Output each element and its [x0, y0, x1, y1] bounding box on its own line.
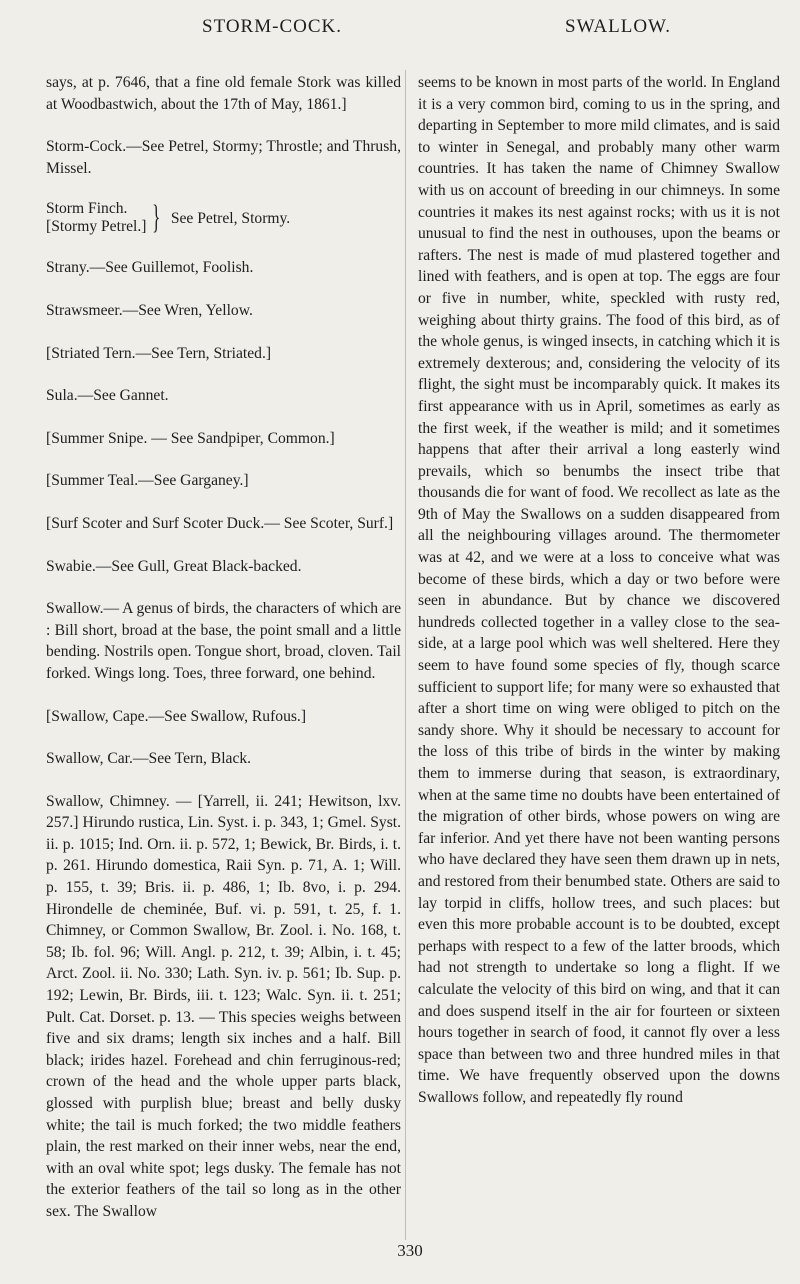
entry-swallow-car: Swallow, Car.—See Tern, Black.: [46, 750, 252, 768]
entry-swallow-chimney: Swallow, Chimney. — [Yarrell, ii. 241; Hewitson, lxv. 257.] Hirundo rustica, Lin. Syst. i. p. 343, 1; Gmel. Syst. ii. p. 1015; Ind. Orn. ii. p. 572, 1; Bewick, Br. Birds, i. t. p. 261. Hirundo domestica, Raii Syn. p. 71, A. 1; Will. p. 155, t. 39; Bris. ii. p. 486, 1; Ib. 8vo, i. p. 294. Hirondelle de cheminée, Buf. vi. p. 591, t. 25, f. 1. Chimney, or Common Swallow, Br. Zool. i. No. 168, t. 58; Ib. fol. 96; Will. Angl. p. 212, t. 39; Albin, i. t. 45; Arct. Zool. ii. No. 330; Lath. Syn. iv. p. 561; Ib. Sup. p. 192; Lewin, Br. Birds, iii. t. 123; Walc. Syn. ii. t. 251; Pult. Cat. Dorset. p. 13. — This species weighs between five and six drams; length six inches and a half. Bill black; irides hazel. Forehead and chin ferruginous-red; crown of the head and the whole upper parts black, glossed with purplish blue; breast and belly dusky white; the tail is much forked; the two middle feathers plain, the rest marked on their inner webs, near the end, with an oval white spot; legs dusky. The female has not the exterior feathers of the tail so long as in the other sex. The Swallow: [46, 792, 401, 1220]
storm-finch-ref: See Petrel, Stormy.: [170, 209, 291, 227]
column-divider: [405, 70, 406, 1240]
right-column: [418, 72, 780, 1130]
entry-swallow: Swallow.— A genus of birds, the characters of which are : Bill short, broad at the base, the point small and a little bending. Nostrils open. Tongue short, broad, cloven. Tail forked. Wings long. Toes, three forward, one behind.: [46, 600, 401, 682]
left-column: [46, 72, 401, 1244]
entry-summer-snipe: [Summer Snipe. — See Sandpiper, Common.]: [46, 429, 335, 447]
running-head: [0, 16, 800, 46]
paragraph: says, at p. 7646, that a fine old female Stork was killed at Woodbastwich, about the 17th of May, 1861.]: [46, 74, 401, 113]
entry-storm-finch: [46, 200, 401, 236]
entry-strawsmeer: Strawsmeer.—See Wren, Yellow.: [46, 301, 253, 319]
continued-text: seems to be known in most parts of the world. In England it is a very common bird, coming to us in the spring, and departing in September to more mild climates, and is said to winter in Senegal, and probably many other warm countries. It has taken the name of Chimney Swallow with us on account of breeding in our chimneys. In some countries it makes its nest against rocks; with us it is not unusual to find the nest in outhouses, upon the beams or rafters. The nest is made of mud plastered together and lined with feathers, and is open at top. The eggs are four or five in number, white, speckled with rusty red, weighing about thirty grains. The food of this bird, as of the whole genus, is winged insects, in catching which it is extremely dexterous; and, considering the velocity of its flight, the sight must be incomparably quick. It makes its first appearance with us in April, sometimes as early as the first week, if the weather is mild; and it sometimes happens that after their arrival a long easterly wind prevails, which so benumbs the insect tribe that thousands die for want of food. We recollect as late as the 9th of May the Swallows on a sudden disappeared from all the neighbouring villages around. The thermometer was at 42, and we were at a loss to conceive what was become of these birds, which a day or two before were seen in abundance. But by chance we discovered hundreds collected together in a valley close to the sea-side, at a large pool which was well sheltered. Here they seem to have found some species of fly, though scarce sufficient to support life; for many were so exhausted that after a short time on wing were obliged to pitch on the sandy shore. Why it should be necessary to account for the loss of this tribe of birds in the winter by making them to immerse during that season, is extraordinary, when at the same time no doubts have been entertained of the migration of other birds, whose powers on wing are far inferior. And yet there have not been wanting persons who have declared they have seen them drawn up in nets, and restored from their benumbed state. Others are said to lay torpid in cliffs, hollow trees, and such places: but even this more probable account is to be doubted, except perhaps with respect to a few of the latter broods, which had not strength to undertake so long a flight. If we calculate the velocity of this bird on wing, and that it can and does suspend itself in the air for fourteen or sixteen hours together in search of food, it cannot fly over a less space than between two and three hundred miles in that time. We have frequently observed upon the downs Swallows follow, and repeatedly fly round: [418, 74, 780, 1106]
entry-summer-teal: [Summer Teal.—See Garganey.]: [46, 472, 249, 490]
storm-finch-line2: [Stormy Petrel.]: [46, 218, 147, 236]
entry-swabie: Swabie.—See Gull, Great Black-backed.: [46, 557, 302, 575]
entry-sula: Sula.—See Gannet.: [46, 387, 169, 405]
entry-storm-cock: Storm-Cock.—See Petrel, Stormy; Throstle; and Thrush, Missel.: [46, 138, 401, 177]
storm-finch-line1: Storm Finch.: [46, 200, 128, 218]
header-left: STORM-COCK.: [202, 16, 342, 37]
entry-strany: Strany.—See Guillemot, Foolish.: [46, 259, 254, 277]
entry-striated-tern: [Striated Tern.—See Tern, Striated.]: [46, 344, 272, 362]
entry-swallow-cape: [Swallow, Cape.—See Swallow, Rufous.]: [46, 707, 307, 725]
brace: }: [152, 199, 161, 237]
header-right: SWALLOW.: [565, 16, 671, 37]
page-number: 330: [397, 1241, 423, 1260]
entry-surf-scoter: [Surf Scoter and Surf Scoter Duck.— See Scoter, Surf.]: [46, 514, 394, 532]
storm-finch-names: [46, 200, 146, 236]
